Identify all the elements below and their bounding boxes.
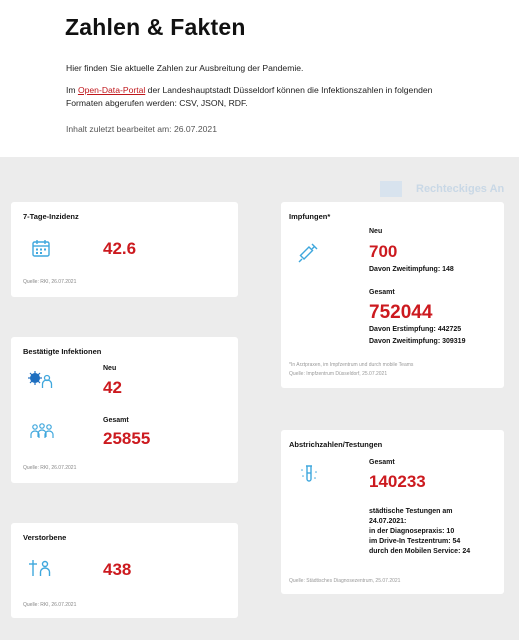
portal-text-before: Im	[66, 85, 78, 95]
verstorbene-source: Quelle: RKI, 26.07.2021	[23, 602, 77, 608]
portal-text-after: der Landeshauptstadt Düsseldorf können die Infektionszahlen in folgenden Formaten abgerufen werden: CSV, JSON, RDF.	[66, 85, 433, 108]
abstrich-title: Abstrichzahlen/Testungen	[289, 440, 383, 449]
infektionen-new-label: Neu	[103, 365, 117, 372]
abstrich-line-5	[369, 547, 470, 557]
impfungen-second-detail	[369, 338, 465, 345]
ghost-annotation	[380, 181, 519, 203]
portal-paragraph	[66, 84, 456, 110]
infektionen-card	[11, 337, 238, 483]
intro-text: Hier finden Sie aktuelle Zahlen zur Ausbreitung der Pandemie.	[66, 63, 304, 73]
virus-person-icon	[27, 370, 53, 390]
abstrich-line-4-value: 54	[452, 538, 461, 545]
cross-person-icon	[27, 558, 53, 578]
verstorbene-title: Verstorbene	[23, 533, 67, 542]
syringe-icon	[297, 242, 319, 264]
impfungen-new-value: 700	[369, 242, 398, 261]
ghost-annotation-text: Rechteckiges An	[416, 182, 505, 195]
infektionen-title: Bestätigte Infektionen	[23, 347, 102, 356]
abstrich-line-2: 24.07.2021:	[369, 518, 407, 525]
abstrich-line-3-label: in der Diagnosepraxis:	[369, 528, 447, 535]
abstrich-line-5-label: durch den Mobilen Service:	[369, 548, 463, 555]
impfungen-first-detail	[369, 326, 461, 333]
page-title: Zahlen & Fakten	[65, 14, 246, 40]
infektionen-total-value: 25855	[103, 429, 151, 448]
open-data-portal-link[interactable]: Open-Data-Portal	[77, 85, 146, 95]
impfungen-total-value: 752044	[369, 302, 433, 323]
group-icon	[29, 422, 55, 440]
infektionen-new-value: 42	[103, 378, 122, 397]
impfungen-source: Quelle: Impfzentrum Düsseldorf, 25.07.2021	[289, 371, 388, 377]
impfungen-footnote: *In Arztpraxen, im Impfzentrum und durch mobile Teams	[289, 362, 414, 368]
impfungen-first-value: 442725	[437, 326, 462, 333]
abstrich-details	[369, 507, 470, 557]
impfungen-second-label: Davon Zweitimpfung:	[369, 338, 443, 345]
abstrich-line-1: städtische Testungen am	[369, 508, 453, 515]
abstrich-total-label: Gesamt	[369, 459, 395, 466]
inzidenz-source: Quelle: RKI, 26.07.2021	[23, 279, 77, 285]
inzidenz-title: 7-Tage-Inzidenz	[23, 212, 79, 221]
abstrich-line-4-label: im Drive-In Testzentrum:	[369, 538, 453, 545]
impfungen-title: Impfungen*	[289, 212, 331, 221]
infektionen-source: Quelle: RKI, 26.07.2021	[23, 465, 77, 471]
impfungen-second-value: 309319	[442, 338, 466, 345]
verstorbene-value: 438	[103, 560, 132, 579]
impfungen-new-label: Neu	[369, 228, 383, 235]
abstrich-source: Quelle: Städtisches Diagnosezentrum, 25.07.2021	[289, 578, 401, 584]
inzidenz-card	[11, 202, 238, 297]
inzidenz-value: 42.6	[103, 239, 137, 258]
infektionen-total-label: Gesamt	[103, 417, 129, 424]
impfungen-new-detail-value: 148	[442, 266, 454, 273]
annotation-box-icon	[380, 181, 402, 197]
abstrich-card	[281, 430, 504, 594]
impfungen-total-label: Gesamt	[369, 289, 395, 296]
impfungen-new-detail	[369, 266, 454, 273]
abstrich-line-3	[369, 527, 470, 537]
abstrich-line-3-value: 10	[446, 528, 455, 535]
calendar-icon	[31, 238, 51, 258]
abstrich-total-value: 140233	[369, 472, 426, 491]
verstorbene-card	[11, 523, 238, 618]
impfungen-card	[281, 202, 504, 388]
abstrich-line-5-value: 24	[462, 548, 471, 555]
abstrich-line-4	[369, 537, 470, 547]
impfungen-first-label: Davon Erstimpfung:	[369, 326, 438, 333]
header-section	[0, 0, 519, 157]
impfungen-new-detail-label: Davon Zweitimpfung:	[369, 266, 443, 273]
test-tube-icon	[299, 464, 319, 486]
last-edited-text: Inhalt zuletzt bearbeitet am: 26.07.2021	[66, 124, 217, 134]
